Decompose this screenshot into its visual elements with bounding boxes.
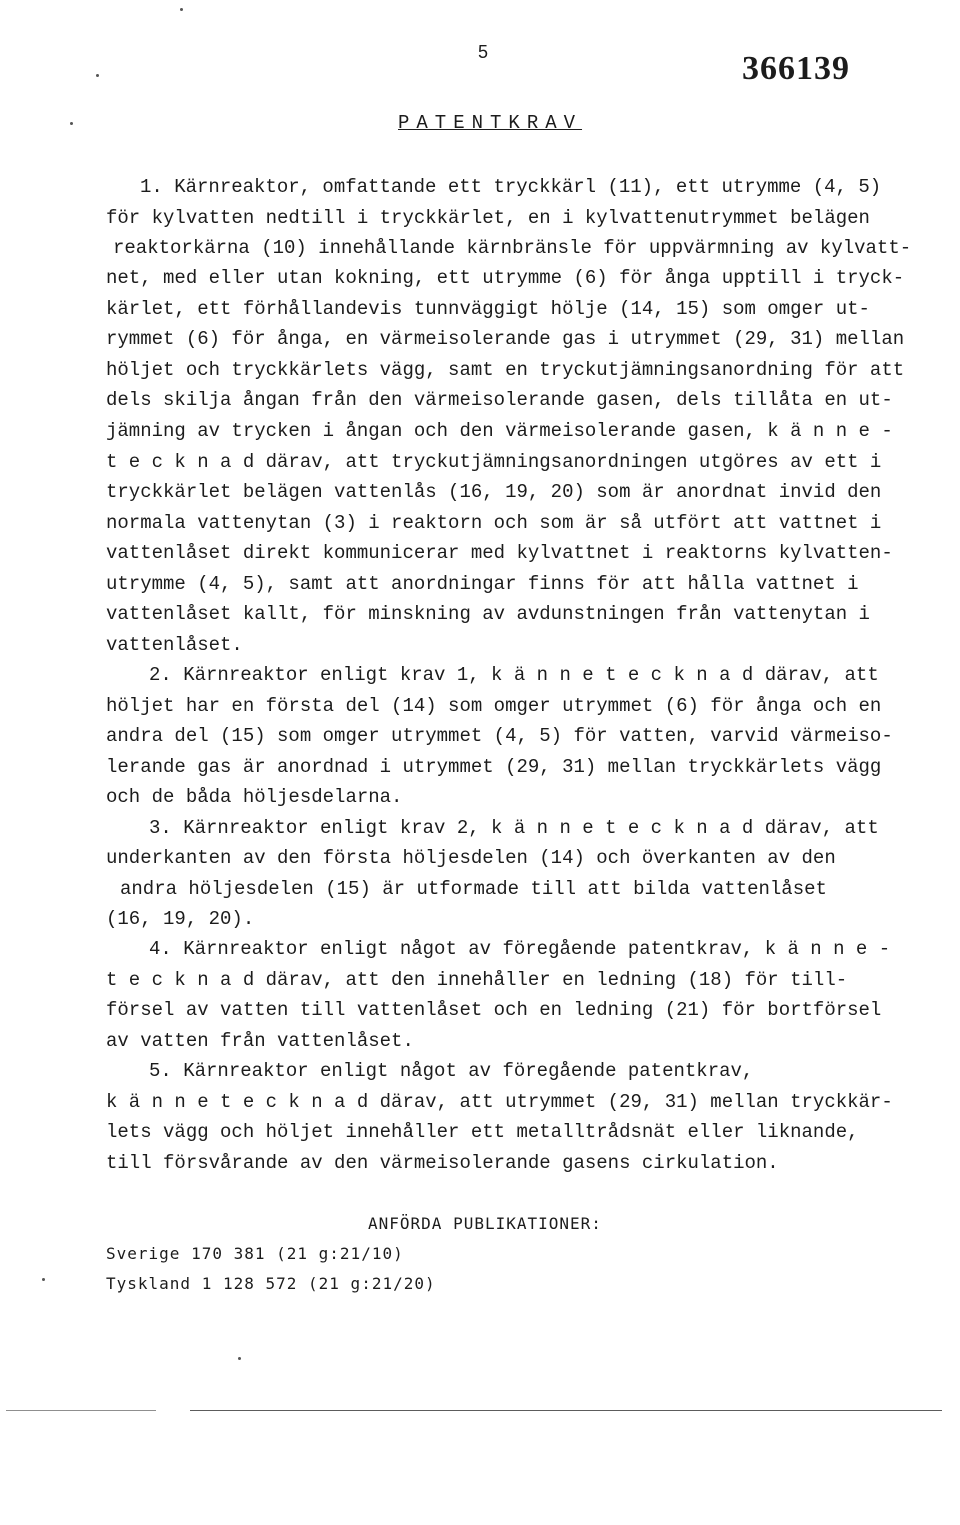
text-line: t e c k n a d därav, att tryckutjämningsanordningen utgöres av ett i xyxy=(106,451,882,473)
text-line: höljet har en första del (14) som omger utrymmet (6) för ånga och en xyxy=(106,695,882,717)
text-line: lerande gas är anordnad i utrymmet (29, 31) mellan tryckkärlets vägg xyxy=(106,756,882,778)
text-line: jämning av trycken i ångan och den värmeisolerande gasen, k ä n n e - xyxy=(106,420,893,442)
footer-rule-left xyxy=(6,1410,156,1411)
page-title: PATENTKRAV xyxy=(398,112,583,134)
scan-speck xyxy=(70,122,73,125)
text-line: 3. Kärnreaktor enligt krav 2, k ä n n e t e c k n a d därav, att xyxy=(149,817,879,839)
text-line: andra del (15) som omger utrymmet (4, 5) för vatten, varvid värmeiso- xyxy=(106,725,893,747)
text-line: reaktorkärna (10) innehållande kärnbränsle för uppvärmning av kylvatt- xyxy=(113,237,912,259)
scan-speck xyxy=(180,8,183,11)
text-line: t e c k n a d därav, att den innehåller en ledning (18) för till- xyxy=(106,969,848,991)
text-line: 1. Kärnreaktor, omfattande ett tryckkärl (11), ett utrymme (4, 5) xyxy=(140,176,882,198)
text-line: utrymme (4, 5), samt att anordningar finns för att hålla vattnet i xyxy=(106,573,859,595)
text-line: vattenlåset kallt, för minskning av avdunstningen från vattenytan i xyxy=(106,603,870,625)
text-line: normala vattenytan (3) i reaktorn och som är så utfört att vattnet i xyxy=(106,512,882,534)
text-line: net, med eller utan kokning, ett utrymme (6) för ånga upptill i tryck- xyxy=(106,267,905,289)
scan-speck xyxy=(238,1357,241,1360)
text-line: lets vägg och höljet innehåller ett metalltrådsnät eller liknande, xyxy=(106,1121,859,1143)
text-line: dels skilja ångan från den värmeisolerande gasen, dels tillåta en ut- xyxy=(106,389,893,411)
scan-speck xyxy=(96,74,99,77)
page-number: 5 xyxy=(478,42,489,62)
text-line: till försvårande av den värmeisolerande gasens cirkulation. xyxy=(106,1152,779,1174)
citation-item: Sverige 170 381 (21 g:21/10) xyxy=(106,1244,404,1263)
text-line: kärlet, ett förhållandevis tunnväggigt hölje (14, 15) som omger ut- xyxy=(106,298,870,320)
scan-speck xyxy=(42,1278,45,1281)
text-line: för kylvatten nedtill i tryckkärlet, en i kylvattenutrymmet belägen xyxy=(106,207,870,229)
text-line: (16, 19, 20). xyxy=(106,908,255,930)
text-line: 4. Kärnreaktor enligt något av föregående patentkrav, k ä n n e - xyxy=(149,938,891,960)
patent-number: 366139 xyxy=(742,50,850,87)
text-line: k ä n n e t e c k n a d därav, att utrymmet (29, 31) mellan tryckkär- xyxy=(106,1091,893,1113)
text-line: av vatten från vattenlåset. xyxy=(106,1030,414,1052)
footer-rule-right xyxy=(190,1410,942,1411)
text-line: höljet och tryckkärlets vägg, samt en tryckutjämningsanordning för att xyxy=(106,359,905,381)
text-line: 5. Kärnreaktor enligt något av föregående patentkrav, xyxy=(149,1060,754,1082)
text-line: vattenlåset direkt kommunicerar med kylvattnet i reaktorns kylvatten- xyxy=(106,542,893,564)
text-line: och de båda höljesdelarna. xyxy=(106,786,403,808)
text-line: rymmet (6) för ånga, en värmeisolerande gas i utrymmet (29, 31) mellan xyxy=(106,328,905,350)
citation-item: Tyskland 1 128 572 (21 g:21/20) xyxy=(106,1274,436,1293)
text-line: vattenlåset. xyxy=(106,634,243,656)
citations-heading: ANFÖRDA PUBLIKATIONER: xyxy=(368,1214,602,1233)
text-line: underkanten av den första höljesdelen (14) och överkanten av den xyxy=(106,847,836,869)
text-line: 2. Kärnreaktor enligt krav 1, k ä n n e t e c k n a d därav, att xyxy=(149,664,879,686)
text-line: försel av vatten till vattenlåset och en ledning (21) för bortförsel xyxy=(106,999,882,1021)
text-line: andra höljesdelen (15) är utformade till att bilda vattenlåset xyxy=(120,878,827,900)
text-line: tryckkärlet belägen vattenlås (16, 19, 20) som är anordnat invid den xyxy=(106,481,882,503)
